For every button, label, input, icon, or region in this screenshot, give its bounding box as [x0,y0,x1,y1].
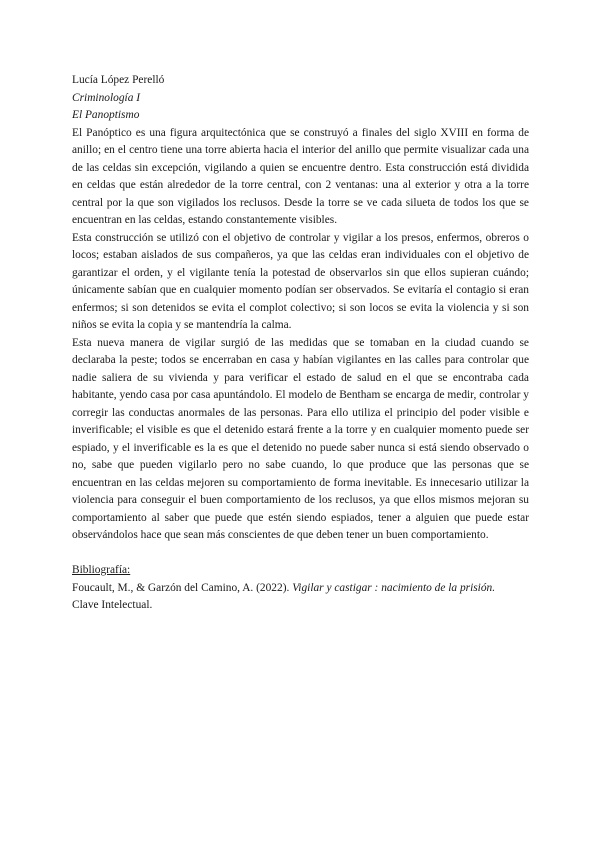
body-paragraph: Esta construcción se utilizó con el objetivo de controlar y vigilar a los presos, enfermos, obreros o locos; estaban aislados de sus compañeros, ya que las celdas eran individuales con el objetivo de garantizar el orden, y el vigilante tenía la potestad de observarlos sin que ellos supieran cuándo; únicamente sabían que en cualquier momento podían ser observados. Se evitaría el contagio si eran enfermos; si son detenidos se evita el complot colectivo; si son locos se evita la violencia y si son niños se evita la copia y se mantendría la calma. [72,231,529,331]
author-name: Lucía López Perelló [72,74,165,86]
body-paragraph: El Panóptico es una figura arquitectónica que se construyó a finales del siglo XVIII en forma de anillo; en el centro tiene una torre abierta hacia el interior del anillo que permite visualizar cada una de las celdas sin excepción, vigilando a quien se encuentre dentro. Esta construcción está dividida en celdas que están alrededor de la torre central, con 2 ventanas: una al exterior y otra a la torre central por la que son vigilados los reclusos. Desde la torre se ve cada silueta de todos los que se encuentran en las celdas, estando constantemente visibles. [72,126,529,226]
course-name: Criminología I [72,91,141,104]
reference-title: Vigilar y castigar : nacimiento de la prisión. [292,581,496,594]
body-paragraph: Esta nueva manera de vigilar surgió de las medidas que se tomaban en la ciudad cuando se declaraba la peste; todos se encerraban en casa y habían vigilantes en las calles para controlar que nadie saliera de su vivienda y para verificar el estado de salud en el que se encontraba cada habitante, yendo casa por casa apuntándolo. El modelo de Bentham se encarga de medir, controlar y corregir las conductas anormales de las personas. Para ello utiliza el principio del poder visible e inverificable; el visible es que el detenido estará frente a la torre y en cualquier momento puede ser espiado, y el inverificable es la es que el detenido no puede saber nunca si está siendo observado o no, sabe que pueden vigilarlo pero no sabe cuando, lo que produce que las personas que se encuentran en las celdas mejoren su comportamiento de forma inevitable. Es innecesario utilizar la violencia para conseguir el buen comportamiento de los reclusos, ya que ellos mismos mejoran su comportamiento al saber que puede que estén siendo espiados, tener a alguien que puede estar observándolos hace que sean más conscientes de que deben tener un buen comportamiento. [72,336,529,541]
section-spacer [72,545,529,563]
essay-title: El Panoptismo [72,109,140,121]
bibliography-heading: Bibliografía: [72,564,131,576]
bibliography-reference [72,580,529,615]
reference-publisher: Clave Intelectual. [72,599,153,611]
reference-authors: Foucault, M., & Garzón del Camino, A. (2022). [72,581,293,594]
